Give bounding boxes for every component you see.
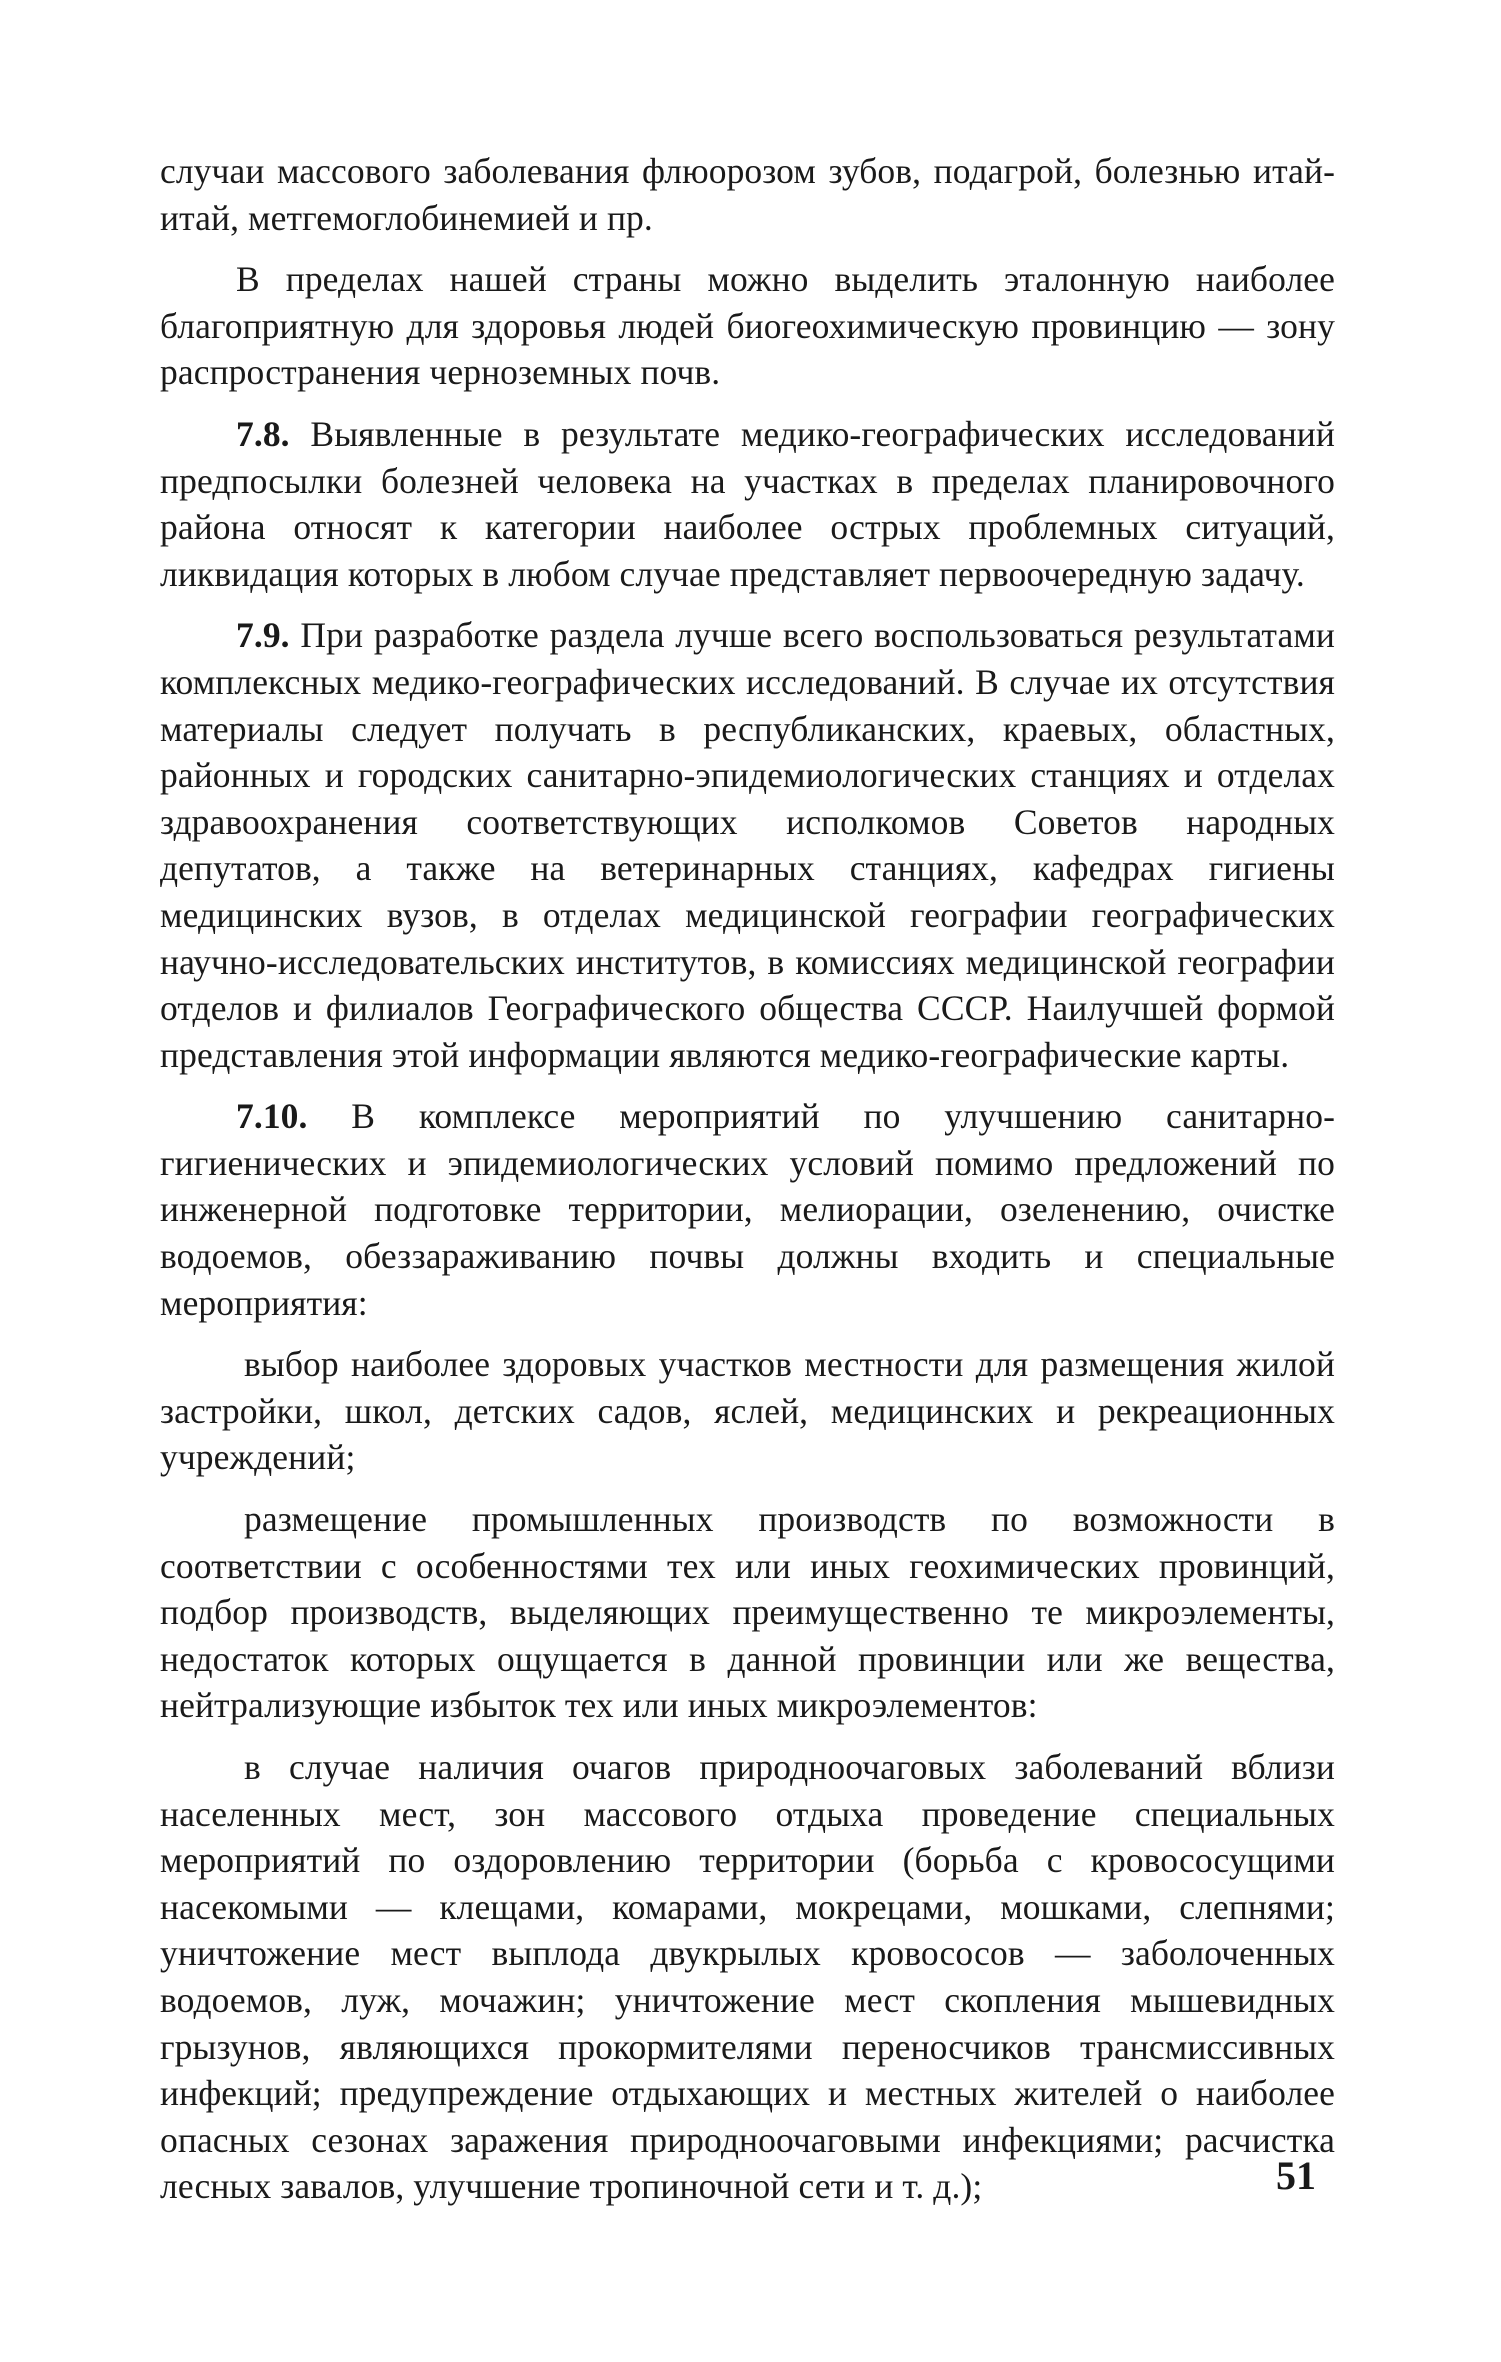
- page-number: 51: [1276, 2153, 1316, 2198]
- list-item-text: размещение промышленных производств по возможности в соответствии с особенностями тех или иных геохимических провинций, подбор производств, выделяющих преимущественно те микроэлементы, недостаток которых ощущается в данной провинции или же вещества, нейтрализующие избыток тех или иных микроэлементов:: [160, 1499, 1335, 1726]
- section-number: 7.8.: [236, 413, 290, 454]
- paragraph-text: В комплексе мероприятий по улучшению санитарно-гигиенических и эпидемиологических условий помимо предложений по инженерной подготовке территории, мелиорации, озеленению, очистке водоемов, обеззараживанию почвы должны входить и специальные мероприятия:: [160, 1096, 1335, 1323]
- list-item: [160, 1341, 1335, 1481]
- paragraph-text: В пределах нашей страны можно выделить эталонную наиболее благоприятную для здоровья людей биогеохимическую провинцию — зону распространения черноземных почв.: [160, 259, 1335, 393]
- paragraph-continuation: [160, 148, 1335, 241]
- page-body: [160, 148, 1335, 2225]
- paragraph-text: случаи массового заболевания флюорозом зубов, подагрой, болезнью итай-итай, метгемоглобинемией и пр.: [160, 151, 1335, 238]
- paragraph-7-10: [160, 1093, 1335, 1326]
- list-item: [160, 1744, 1335, 2210]
- paragraph-reference-province: [160, 256, 1335, 396]
- paragraph-text: При разработке раздела лучше всего воспользоваться результатами комплексных медико-географических исследований. В случае их отсутствия материалы следует получать в республиканских, краевых, областных, районных и городских санитарно-эпидемиологических станциях и отделах здравоохранения соответствующих исполкомов Советов народных депутатов, а также на ветеринарных станциях, кафедрах гигиены медицинских вузов, в отделах медицинской географии географических научно-исследовательских институтов, в комиссиях медицинской географии отделов и филиалов Географического общества СССР. Наилучшей формой представления этой информации являются медико-географические карты.: [160, 615, 1335, 1075]
- section-number: 7.10.: [236, 1096, 308, 1137]
- paragraph-7-9: [160, 612, 1335, 1078]
- paragraph-7-8: [160, 411, 1335, 597]
- list-item-text: в случае наличия очагов природноочаговых заболеваний вблизи населенных мест, зон массового отдыха проведение специальных мероприятий по оздоровлению территории (борьба с кровососущими насекомыми — клещами, комарами, мокрецами, мошками, слепнями; уничтожение мест выплода двукрылых кровососов — заболоченных водоемов, луж, мочажин; уничтожение мест скопления мышевидных грызунов, являющихся прокормителями переносчиков трансмиссивных инфекций; предупреждение отдыхающих и местных жителей о наиболее опасных сезонах заражения природноочаговыми инфекциями; расчистка лесных завалов, улучшение тропиночной сети и т. д.);: [160, 1747, 1335, 2207]
- list-item-text: выбор наиболее здоровых участков местности для размещения жилой застройки, школ, детских садов, яслей, медицинских и рекреационных учреждений;: [160, 1344, 1335, 1478]
- paragraph-text: Выявленные в результате медико-географических исследований предпосылки болезней человека на участках в пределах планировочного района относят к категории наиболее острых проблемных ситуаций, ликвидация которых в любом случае представляет первоочередную задачу.: [160, 413, 1335, 594]
- list-item: [160, 1496, 1335, 1729]
- section-number: 7.9.: [236, 615, 290, 656]
